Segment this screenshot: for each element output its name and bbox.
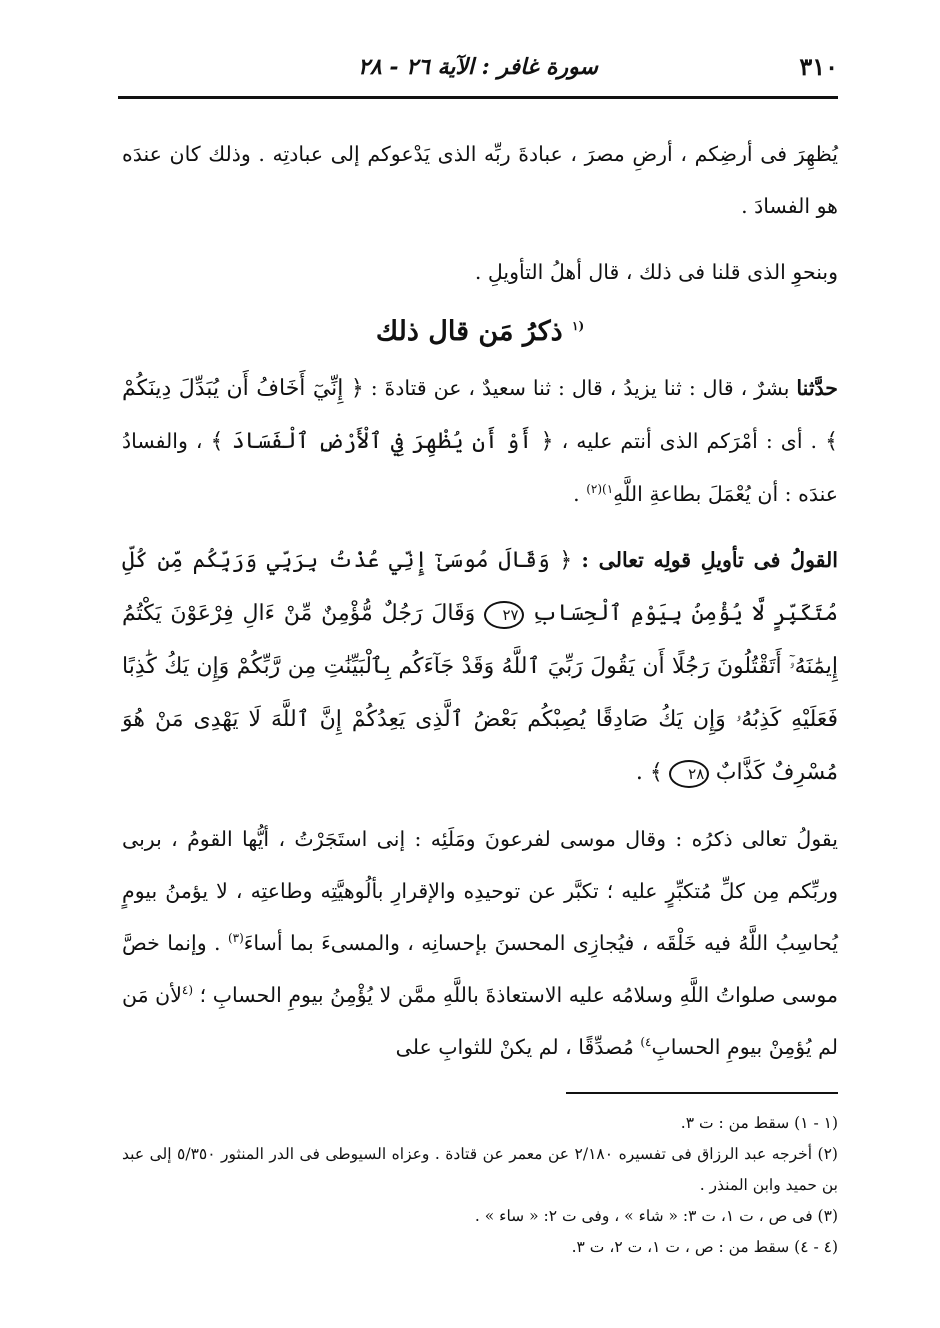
section-heading: [122, 304, 838, 360]
quran-quote-2: ﴿ أَوْ أَن يُظْهِرَ فِي ٱلْأَرْضِ ٱلْفَسَادَ ﴾: [210, 429, 554, 454]
running-title: سورة غافر : الآية ٢٦ - ٢٨: [358, 54, 598, 80]
commentary-text-1: . أى : أمْرَكم الذى أنتم عليه ،: [561, 429, 818, 453]
footnote-1: (١ - ١) سقط من : ت ٣.: [680, 1114, 838, 1132]
footnote-mark-1-2: ١)(٢): [586, 482, 614, 497]
footnotes: [122, 1108, 838, 1263]
tafsir-lead: القولُ فى تأويلِ قولِه تعالى :: [581, 548, 838, 572]
heading-footnote-mark: (١: [572, 319, 585, 333]
footnote-mark-3: (٣): [227, 931, 244, 946]
commentary-text-2: ، والفسادُ عندَه : أن يُعْمَلَ بطاعةِ اللَّهِ: [122, 429, 838, 506]
paragraph-3: [122, 362, 838, 520]
footnote-rule: [566, 1092, 838, 1094]
ayah-number-27: ٢٧: [484, 601, 524, 629]
quran-close: ﴾ .: [635, 760, 663, 785]
paragraph-5: [122, 813, 838, 1073]
explanation-text-4: مُصدِّقًا ، لم يكنْ للثوابِ على: [395, 1035, 634, 1059]
commentary-end: .: [573, 482, 580, 506]
ayah-number-28: ٢٨: [669, 760, 709, 788]
footnote-mark-4-close: ٤): [640, 1035, 652, 1050]
quran-verse-26: ﴿ وَقَالَ مُوسَىٰٓ إِنِّي عُذْتُ بِرَبِّي وَرَبِّكُم مِّن كُلِّ مُتَكَبِّرٍ لَّا يُؤْمِنُ بِيَوْمِ ٱلْحِسَابِ: [122, 548, 838, 626]
page-number: ٣١٠: [799, 52, 838, 81]
footnote-2: (٢) أخرجه عبد الرزاق فى تفسيره ٢/١٨٠ عن معمر عن قتادة . وعزاه السيوطى فى الدر المنثور ٥/٣٥٠ إلى عبد بن حميد وابن المنذر .: [122, 1145, 838, 1194]
explanation-text-3: لأن مَن لم يُؤمِنْ بيومِ الحسابِ: [122, 983, 838, 1059]
explanation-text-1: يقولُ تعالى ذكرُه : وقال موسى لفرعونَ ومَلَئِه : إنى استَجَرْتُ ، أيُّها القومُ ، بربى وربِّكم مِن كلِّ مُتكبِّرٍ عليه ؛ تكبَّر عن توحيدِه والإقرارِ بألُوهيَّتِه وطاعتِه ، لا يؤمنُ بيومٍ يُحاسِبُ اللَّهُ فيه خَلْقَه ، فيُجازِى المحسنَ بإحسانِه ، والمسىءَ بما أساءَ: [122, 827, 838, 955]
main-text: [122, 128, 838, 1073]
footnote-3: (٣) فى ص ، ت ١، ت ٣: « شاء » ، وفى ت ٢: « ساء » .: [474, 1207, 838, 1225]
paragraph-2: وبنحوِ الذى قلنا فى ذلك ، قال أهلُ التأويلِ .: [474, 260, 838, 284]
page-header: [118, 48, 838, 92]
footnote-mark-4-open: (٤: [181, 983, 194, 998]
hadith-lead: حدَّثنا: [796, 376, 838, 400]
heading-text: ذكرُ مَن قال ذلك: [375, 316, 563, 347]
isnad-text: بشرٌ ، قال : ثنا يزيدُ ، قال : ثنا سعيدٌ ، عن قتادةَ :: [370, 376, 790, 400]
quran-verse-27-28: وَقَالَ رَجُلٌ مُّؤْمِنٌ مِّنْ ءَالِ فِرْعَوْنَ يَكْتُمُ إِيمَٰنَهُۥٓ أَتَقْتُلُونَ رَجُلًا أَن يَقُولَ رَبِّيَ ٱللَّهُ وَقَدْ جَآءَكُم بِٱلْبَيِّنَٰتِ مِن رَّبِّكُمْ وَإِن يَكُ كَٰذِبًا فَعَلَيْهِ كَذِبُهُۥ وَإِن يَكُ صَادِقًا يُصِبْكُم بَعْضُ ٱلَّذِى يَعِدُكُمْ إِنَّ ٱللَّهَ لَا يَهْدِى مَنْ هُوَ مُسْرِفٌ كَذَّابٌ: [122, 601, 838, 785]
footnote-4: (٤ - ٤) سقط من : ص ، ت ١، ت ٢، ت ٣.: [571, 1238, 838, 1256]
paragraph-1: يُظهِرَ فى أرضِكم ، أرضِ مصرَ ، عبادةَ ربِّه الذى يَدْعوكم إلى عبادتِه . وذلك كان عندَه هو الفسادَ .: [122, 142, 838, 218]
header-rule: [118, 96, 838, 99]
quran-quote-1: ﴿ إِنِّيٓ أَخَافُ أَن يُبَدِّلَ دِينَكُمْ ﴾: [122, 376, 838, 454]
explanation-text-2: . وإنما خصَّ موسى صلواتُ اللَّهِ وسلامُه عليه الاستعاذةَ باللَّهِ ممَّن لا يُؤْمِنُ بيومِ الحسابِ ؛: [122, 931, 838, 1007]
paragraph-4: [122, 534, 838, 799]
